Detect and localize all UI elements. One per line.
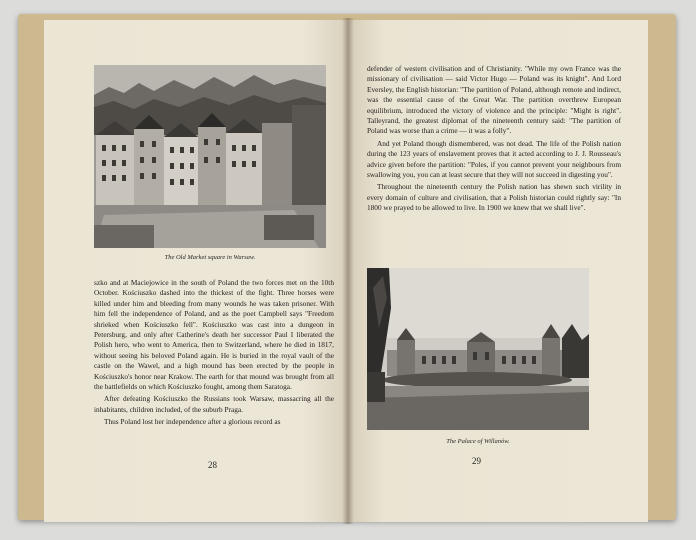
right-paragraph: defender of western civilisation and of Christianity. "While my own France was the missionary of civilisation — said Victor Hugo — Poland was its knight". And Lord Eversley, the English historian: "The partition of Poland, although remote and indirect, was the essential cause of the Great War. The partition overthrew European equilibrium, introduced the victory of violence and the principle: "Might is right". Talleyrand, the greatest diplomat of the nineteenth century said: "The partition of Poland was worse than a crime — it was a folly". <box>367 64 621 136</box>
left-paragraph: After defeating Kościuszko the Russians took Warsaw, massacring all the inhabitants, children included, of the suburb Praga. <box>94 394 334 414</box>
right-body-text <box>367 64 621 214</box>
left-paragraph: szko and at Maciejowice in the south of Poland the two forces met on the 10th October. Kościuszko dashed into the thickest of the fight. Three horses were killed under him and bleeding from many wounds he was taken prisoner. With him fell the independence of Poland, and as the poet Campbell says "Freedom shrieked when Kościuszko fell". Kościuszko was cast into a dungeon in Petersburg, and only after Catherine's death her successor Paul I liberated the Polish hero, who went to America, then to Switzerland, where he died in 1817, without seeing his beloved Poland again. He is buried in the royal vault of the castle on the Wawel, and a high mound has been erected by the people in Kościuszko's honor near Krakow. The earth for that mound was brought from all the battlefields on which Kościuszko fought, among them Saratoga. <box>94 278 334 392</box>
left-body-text <box>94 278 334 428</box>
right-page <box>348 20 648 522</box>
page-number-right: 29 <box>472 456 481 466</box>
book-gutter <box>342 18 354 524</box>
left-page <box>44 20 348 522</box>
page-number-left: 28 <box>208 460 217 470</box>
palace-of-willanow-photo <box>367 268 589 430</box>
left-paragraph: Thus Poland lost her independence after a glorious record as <box>104 417 281 427</box>
right-paragraph: And yet Poland though dismembered, was not dead. The life of the Polish nation during the 123 years of enslavement proves that it acted according to J. J. Rousseau's advice given before the partition: "Poles, if you cannot prevent your neighbours from swallowing you, you can at least secure that they will not succeed in digesting you". <box>367 138 621 180</box>
left-figure-caption: The Old Market square in Warsaw. <box>164 254 256 261</box>
right-paragraph: Throughout the nineteenth century the Polish nation has shewn such virility in every domain of culture and civilisation, that a Polish historian could rightly say: "In 1800 we prayed to be allowed to live. In 1900 we knew that we shall live". <box>367 182 621 213</box>
right-figure-caption: The Palace of Willanów. <box>446 438 510 445</box>
old-market-square-photo <box>94 65 326 248</box>
